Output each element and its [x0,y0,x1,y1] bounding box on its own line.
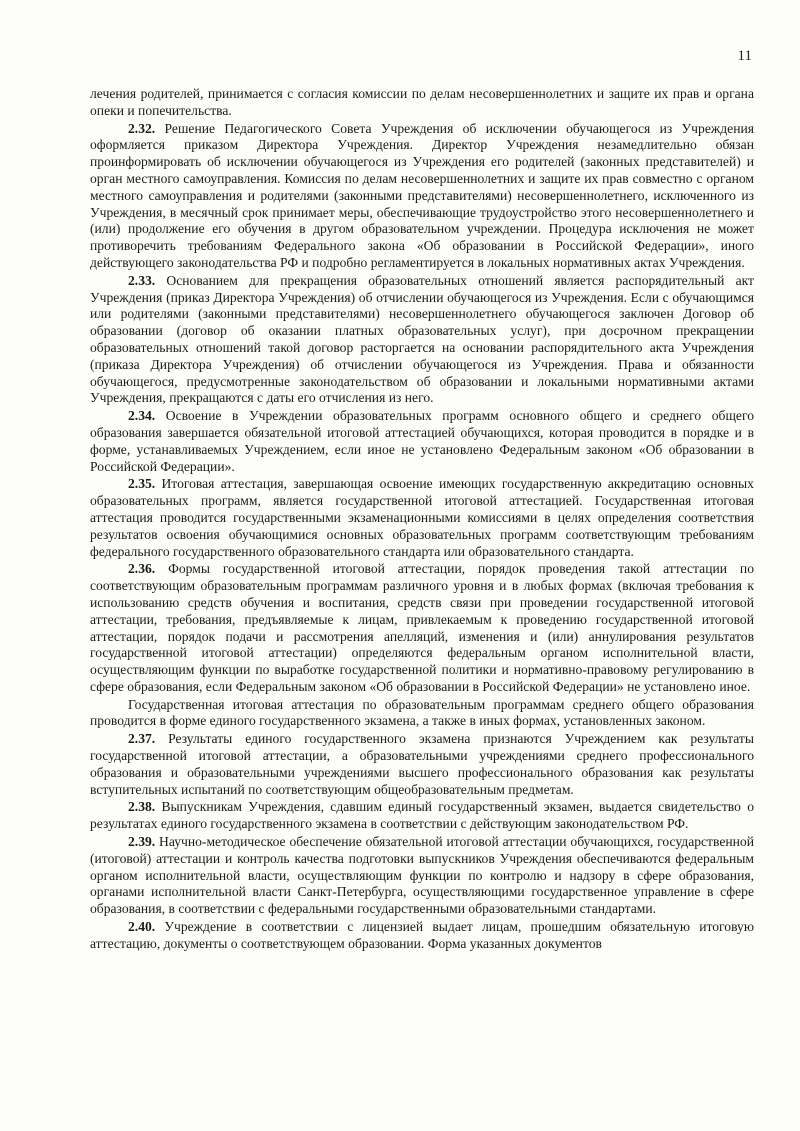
clause-number: 2.35. [128,476,156,492]
paragraph-2-33 [90,273,754,407]
paragraph-2-35 [90,476,754,560]
paragraph-text: Основанием для прекращения образовательных отношений является распорядительный акт Учреждения (приказ Директора Учреждения) об отчислении обучающегося из Учреждения. Если с обучающимся или родителями (законными представителями) несовершеннолетнего обучающегося заключен Договор об образовании (договор об оказании платных образовательных услуг), при досрочном прекращении образовательных отношений такой договор расторгается на основании распорядительного акта Учреждения (приказа Директора Учреждения) об отчислении обучающегося из Учреждения. Права и обязанности обучающегося, предусмотренные законодательством об образовании и локальными нормативными актами Учреждения, прекращаются с даты его отчисления из него. [90,272,754,406]
document-body [90,86,754,953]
paragraph-text: лечения родителей, принимается с согласия комиссии по делам несовершеннолетних и защите их прав и органа опеки и попечительства. [90,86,754,118]
paragraph-2-39 [90,834,754,918]
clause-number: 2.36. [128,561,156,577]
paragraph-text: Научно-методическое обеспечение обязательной итоговой аттестации обучающихся, государственной (итоговой) аттестации и контроль качества подготовки выпускников Учреждения обеспечиваются федеральным органом исполнительной власти, осуществляющим функции по контролю и надзору в сфере образования, органами исполнительной власти Санкт-Петербурга, осуществляющими государственное управление в сфере образования, в соответствии с федеральными государственными образовательными стандартами. [90,834,754,917]
clause-number: 2.39. [128,834,156,850]
clause-number: 2.40. [128,919,156,935]
paragraph-text: Результаты единого государственного экзамена признаются Учреждением как результаты государственной итоговой аттестации, а образовательными учреждениями среднего профессионального образования и образовательными учреждениями высшего профессионального образования как результаты вступительных испытаний по соответствующим общеобразовательным предметам. [90,731,754,797]
paragraph-2-40 [90,919,754,953]
paragraph-2-36 [90,561,754,695]
paragraph-2-38 [90,799,754,833]
paragraph-2-37 [90,731,754,798]
paragraph-2-36-continued [90,697,754,731]
paragraph-text: Освоение в Учреждении образовательных программ основного общего и среднего общего образования завершается обязательной итоговой аттестацией обучающихся, которая проводится в порядке и в форме, устанавливаемых Учреждением, если иное не установлено Федеральным законом «Об образовании в Российской Федерации». [90,408,755,474]
paragraph-text: Государственная итоговая аттестация по образовательным программам среднего общего образования проводится в форме единого государственного экзамена, а также в иных формах, установленных законом. [90,696,754,729]
clause-number: 2.37. [128,731,156,747]
paragraph-continuation [90,86,754,120]
paragraph-text: Формы государственной итоговой аттестации, порядок проведения такой аттестации по соответствующим образовательным программам различного уровня и в любых формах (включая требования к использованию средств обучения и воспитания, средств связи при проведении государственной итоговой аттестации, требования, предъявляемые к лицам, привлекаемым к проведению государственной итоговой аттестации, порядок подачи и рассмотрения апелляций, изменения и (или) аннулирования результатов государственной итоговой аттестации) определяются федеральным органом исполнительной власти, осуществляющим функции по выработке государственной политики и нормативно-правовому регулированию в сфере образования, если Федеральным законом «Об образовании в Российской Федерации» не установлено иное. [90,561,754,694]
clause-number: 2.32. [128,120,156,136]
clause-number: 2.38. [128,799,156,815]
paragraph-text: Учреждение в соответствии с лицензией выдает лицам, прошедшим обязательную итоговую аттестацию, документы о соответствующем образовании. Форма указанных документов [90,919,754,951]
paragraph-text: Решение Педагогического Совета Учреждения об исключении обучающегося из Учреждения оформляется приказом Директора Учреждения. Директор Учреждения незамедлительно обязан проинформировать об исключении обучающегося из Учреждения его родителей (законных представителей) и орган местного самоуправления. Комиссия по делам несовершеннолетних и защите их прав совместно с органом местного самоуправления и родителями (законными представителями) несовершеннолетнего, исключенного из Учреждения, в месячный срок принимает меры, обеспечивающие трудоустройство этого несовершеннолетнего и (или) продолжение его обучения в другом образовательном учреждении. Процедура исключения не может противоречить требованиям Федерального закона «Об образовании в Российской Федерации», иного действующего законодательства РФ и подробно регламентируется в локальных нормативных актах Учреждения. [90,120,754,270]
clause-number: 2.34. [128,408,156,424]
paragraph-2-32 [90,121,754,272]
paragraph-text: Итоговая аттестация, завершающая освоение имеющих государственную аккредитацию основных образовательных программ, является государственной итоговой аттестацией. Государственная итоговая аттестация проводится государственными экзаменационными комиссиями в целях определения соответствия результатов освоения обучающимися основных образовательных программ соответствующим требованиям федерального государственного образовательного стандарта или образовательного стандарта. [90,476,754,559]
paragraph-text: Выпускникам Учреждения, сдавшим единый государственный экзамен, выдается свидетельство о результатах единого государственного экзамена в соответствии с действующим законодательством РФ. [90,799,754,832]
page-number: 11 [737,48,752,64]
clause-number: 2.33. [128,272,156,288]
paragraph-2-34 [90,408,754,475]
